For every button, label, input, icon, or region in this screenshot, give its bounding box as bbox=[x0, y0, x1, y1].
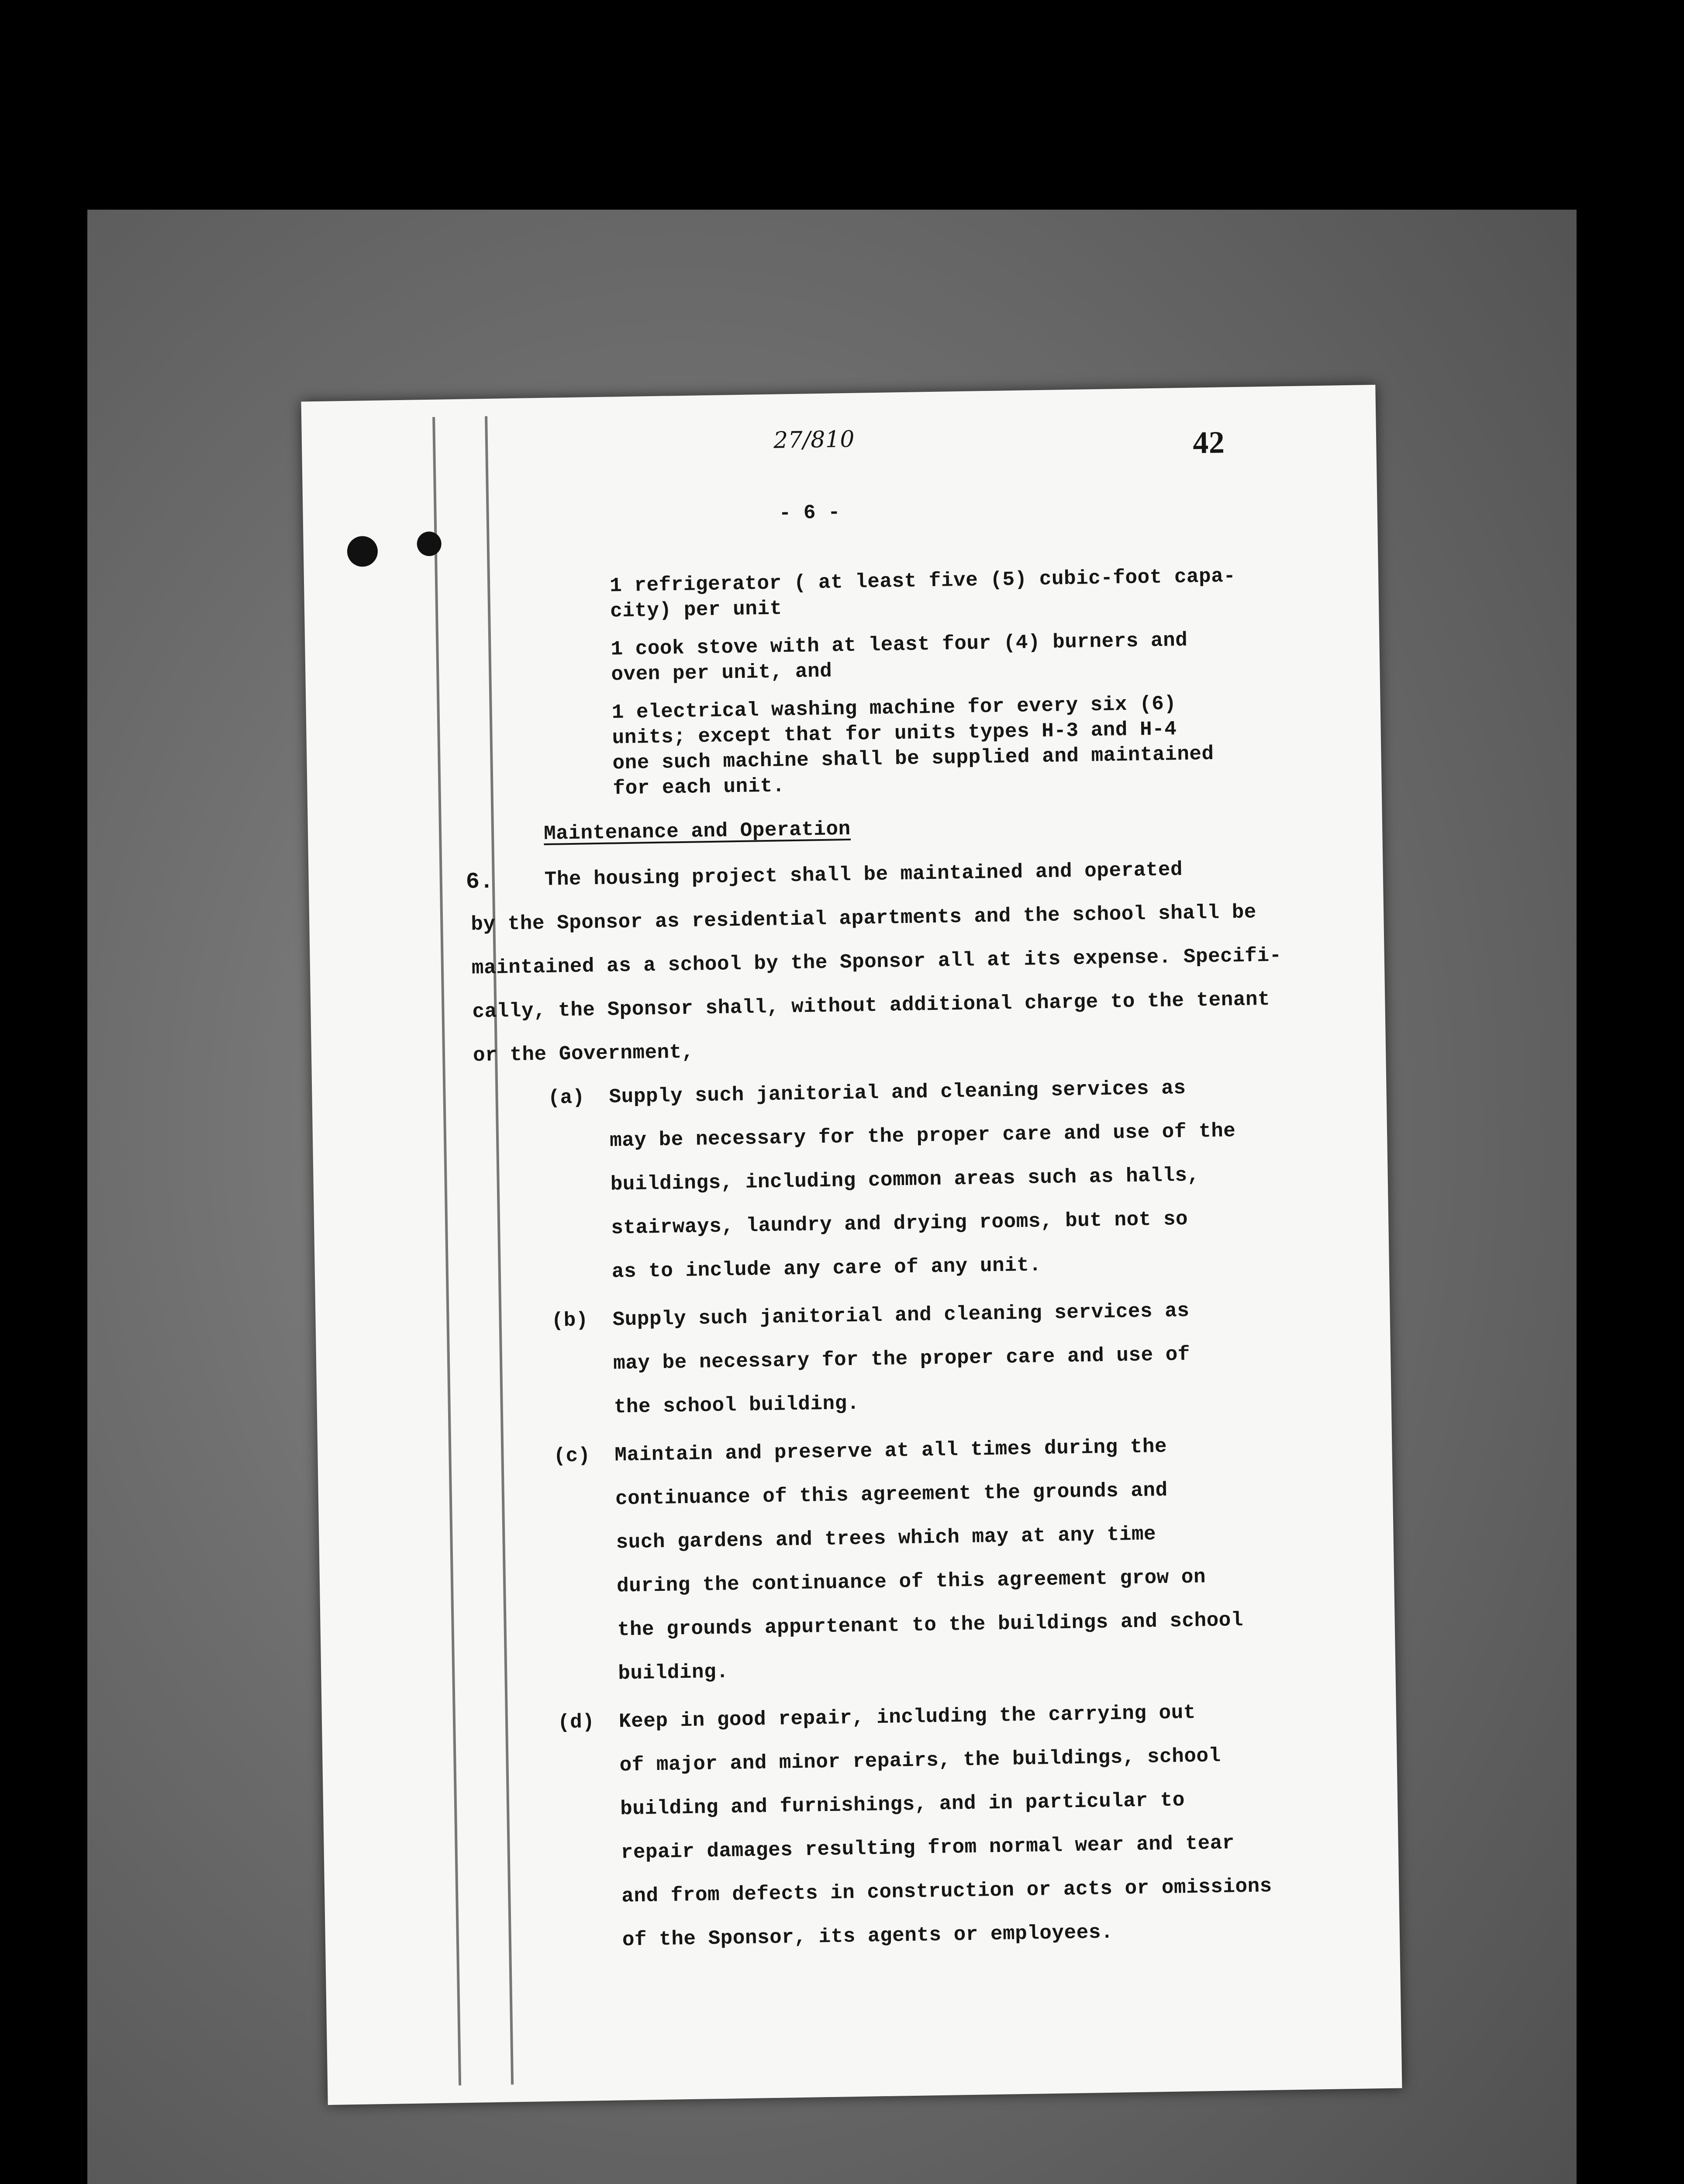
item-line: city) per unit bbox=[610, 597, 782, 623]
handwritten-annotation: 27/810 bbox=[773, 426, 855, 454]
paragraph-number: 6. bbox=[466, 868, 494, 895]
clause-line: the grounds appurtenant to the buildings and school bbox=[617, 1609, 1244, 1641]
item-line: units; except that for units types H-3 and H-4 bbox=[612, 718, 1177, 750]
clause-line: continuance of this agreement the grounds and bbox=[615, 1479, 1168, 1510]
margin-rule bbox=[485, 416, 514, 2085]
clause-line: may be necessary for the proper care and use of the bbox=[609, 1120, 1236, 1152]
clause-line: as to include any care of any unit. bbox=[611, 1254, 1042, 1283]
clause-label: (d) bbox=[557, 1711, 595, 1734]
clause-line: of the Sponsor, its agents or employees. bbox=[622, 1921, 1114, 1952]
clause-line: Keep in good repair, including the carrying out bbox=[618, 1701, 1196, 1733]
item-line: for each unit. bbox=[613, 774, 785, 800]
item-line: one such machine shall be supplied and maintained bbox=[612, 742, 1214, 775]
paragraph-line: maintained as a school by the Sponsor all at its expense. Specifi- bbox=[471, 944, 1282, 980]
clause-line: Supply such janitorial and cleaning services as bbox=[609, 1076, 1186, 1109]
paragraph-line: or the Government, bbox=[473, 1040, 694, 1067]
paragraph-line: by the Sponsor as residential apartments and the school shall be bbox=[470, 901, 1257, 936]
clause-line: and from defects in construction or acts or omissions bbox=[621, 1875, 1273, 1908]
clause-label: (c) bbox=[553, 1444, 591, 1468]
document-page bbox=[301, 385, 1402, 2105]
clause-line: during the continuance of this agreement grow on bbox=[616, 1565, 1206, 1598]
clause-line: Maintain and preserve at all times during the bbox=[614, 1435, 1167, 1467]
clause-line: Supply such janitorial and cleaning services as bbox=[612, 1299, 1190, 1331]
clause-line: such gardens and trees which may at any time bbox=[616, 1523, 1156, 1554]
clause-line: stairways, laundry and drying rooms, but not so bbox=[611, 1207, 1188, 1240]
clause-line: buildings, including common areas such as halls, bbox=[610, 1164, 1200, 1196]
page-number: 42 bbox=[1192, 425, 1225, 460]
paragraph-line: The housing project shall be maintained and operated bbox=[544, 858, 1183, 891]
clause-line: of major and minor repairs, the buildings, school bbox=[619, 1744, 1222, 1777]
margin-rule bbox=[432, 417, 461, 2086]
clause-label: (a) bbox=[548, 1086, 585, 1109]
clause-line: may be necessary for the proper care and use of bbox=[613, 1343, 1191, 1375]
item-line: 1 cook stove with at least four (4) burners and bbox=[611, 629, 1188, 661]
clause-label: (b) bbox=[551, 1309, 589, 1332]
clause-line: repair damages resulting from normal wear and tear bbox=[621, 1832, 1235, 1864]
item-line: oven per unit, and bbox=[611, 660, 832, 686]
clause-line: the school building. bbox=[614, 1392, 860, 1419]
page-label: - 6 - bbox=[779, 501, 841, 525]
clause-line: building and furnishings, and in particular to bbox=[620, 1789, 1185, 1821]
paragraph-line: cally, the Sponsor shall, without additional charge to the tenant bbox=[472, 988, 1270, 1023]
punch-hole bbox=[417, 532, 442, 556]
clause-line: building. bbox=[618, 1660, 729, 1685]
punch-hole bbox=[347, 536, 378, 567]
item-line: 1 refrigerator ( at least five (5) cubic-foot capa- bbox=[609, 565, 1236, 598]
item-line: 1 electrical washing machine for every six (6) bbox=[611, 692, 1177, 724]
section-heading: Maintenance and Operation bbox=[543, 817, 851, 845]
